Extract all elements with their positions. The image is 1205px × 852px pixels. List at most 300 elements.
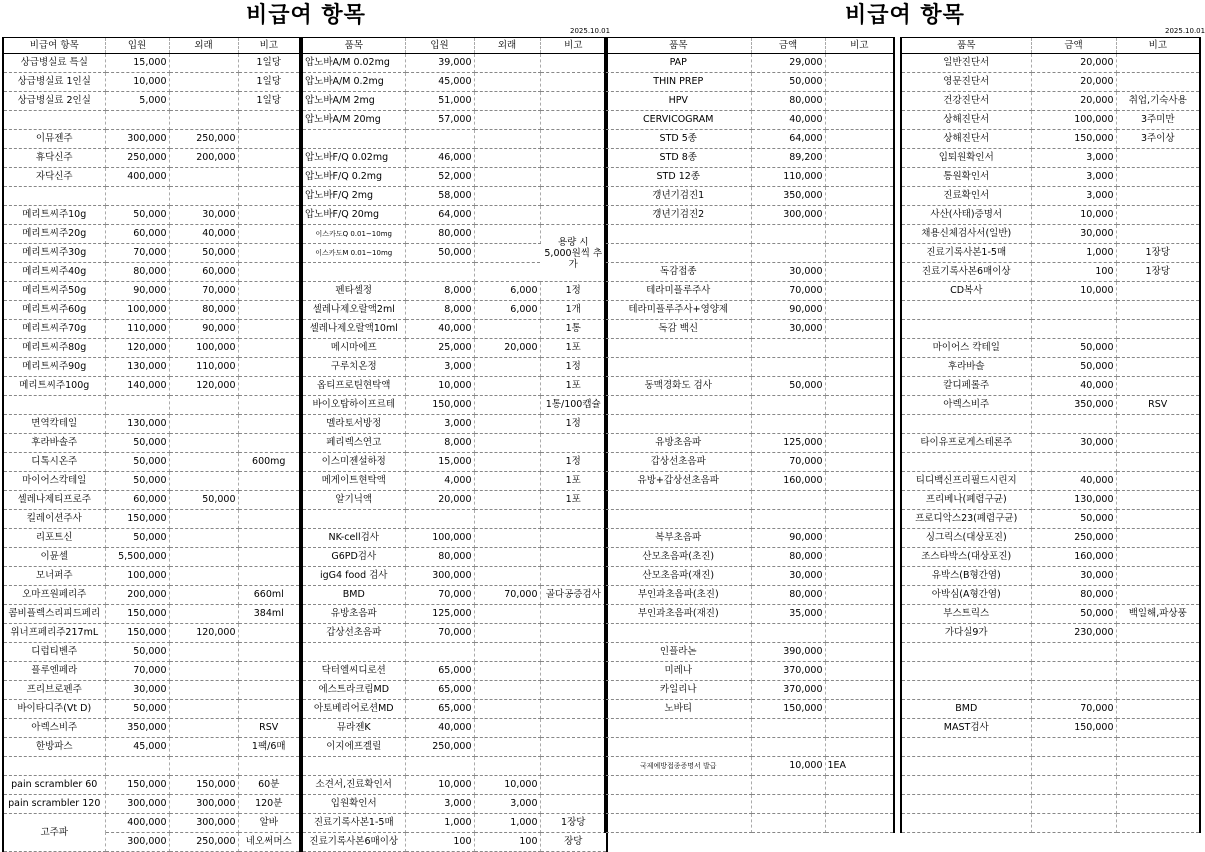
note — [1116, 168, 1199, 187]
item-name: 프리브로펜주 — [4, 681, 105, 700]
note: 1정 — [540, 282, 606, 301]
note — [825, 263, 893, 282]
note: 1EA — [825, 757, 893, 776]
inpatient-price: 4,000 — [405, 472, 474, 491]
price: 110,000 — [751, 168, 825, 187]
item-name: 산모초음파(재진) — [606, 567, 751, 586]
table-row — [606, 339, 893, 358]
title-left: 비급여 항목 — [246, 3, 366, 28]
outpatient-price — [474, 624, 540, 643]
note — [238, 111, 299, 130]
column-header-price: 금액 — [751, 38, 825, 54]
inpatient-price: 150,000 — [105, 776, 169, 795]
table-row — [606, 795, 893, 814]
item-name: 메리트씨주30g — [4, 244, 105, 263]
column-header-item-name: 비급여 항목 — [4, 38, 105, 54]
table-row — [902, 605, 1199, 624]
inpatient-price — [405, 643, 474, 662]
column-header-inpatient-price: 입원 — [405, 38, 474, 54]
price: 30,000 — [1031, 434, 1116, 453]
item-name: 이스미젠설하정 — [303, 453, 405, 472]
table-row — [606, 491, 893, 510]
merged-note-line: 5,000원씩 추 — [544, 247, 603, 259]
table-row — [303, 776, 606, 795]
inpatient-price: 8,000 — [405, 301, 474, 320]
price — [1031, 301, 1116, 320]
table-row — [606, 54, 893, 73]
price: 10,000 — [1031, 282, 1116, 301]
table-row — [4, 168, 299, 187]
table-row — [902, 263, 1199, 282]
note — [825, 624, 893, 643]
price: 50,000 — [1031, 605, 1116, 624]
inpatient-price — [105, 187, 169, 206]
item-name: 모너퍼주 — [4, 567, 105, 586]
item-name: 셀레나제오랄액2ml — [303, 301, 405, 320]
price: 70,000 — [751, 282, 825, 301]
note — [1116, 377, 1199, 396]
table-row — [606, 73, 893, 92]
note: 골다공증검사 — [540, 586, 606, 605]
table-row — [606, 111, 893, 130]
note: 1정 — [540, 453, 606, 472]
price — [751, 396, 825, 415]
table-row — [606, 130, 893, 149]
note — [540, 681, 606, 700]
price: 80,000 — [751, 586, 825, 605]
title-right: 비급여 항목 — [845, 3, 965, 28]
header-row — [606, 38, 893, 54]
item-name — [303, 263, 405, 282]
inpatient-price: 70,000 — [105, 244, 169, 263]
inpatient-price: 40,000 — [405, 719, 474, 738]
inpatient-price: 150,000 — [105, 510, 169, 529]
table-row — [303, 510, 606, 529]
inpatient-price: 300,000 — [105, 130, 169, 149]
item-name: MAST검사 — [902, 719, 1031, 738]
note — [1116, 453, 1199, 472]
header-row — [4, 38, 299, 54]
price: 40,000 — [1031, 472, 1116, 491]
price: 20,000 — [1031, 54, 1116, 73]
price — [751, 510, 825, 529]
item-name: NK-cell검사 — [303, 529, 405, 548]
item-name: 디럽티벤주 — [4, 643, 105, 662]
note: 1포 — [540, 339, 606, 358]
note — [238, 415, 299, 434]
note — [825, 187, 893, 206]
item-name: 테라미플루주사+영양제 — [606, 301, 751, 320]
note — [238, 358, 299, 377]
outpatient-price: 50,000 — [169, 244, 238, 263]
outpatient-price — [474, 605, 540, 624]
table-row — [902, 814, 1199, 833]
column-header-item-name: 품목 — [606, 38, 751, 54]
item-name: 조스타박스(대상포진) — [902, 548, 1031, 567]
item-name — [902, 738, 1031, 757]
price — [1031, 814, 1116, 833]
price: 10,000 — [1031, 206, 1116, 225]
outpatient-price — [169, 168, 238, 187]
item-name: 이뮤젠주 — [4, 130, 105, 149]
item-name: 구루치온정 — [303, 358, 405, 377]
price: 29,000 — [751, 54, 825, 73]
price: 370,000 — [751, 662, 825, 681]
price: 130,000 — [1031, 491, 1116, 510]
table-row — [4, 111, 299, 130]
item-name: 셀레나제티프로주 — [4, 491, 105, 510]
merged-note-line: 용량 시 — [557, 236, 589, 248]
table-row — [4, 73, 299, 92]
table-row — [303, 529, 606, 548]
table-row — [606, 434, 893, 453]
note — [1116, 54, 1199, 73]
outpatient-price — [169, 605, 238, 624]
item-name — [902, 643, 1031, 662]
price: 64,000 — [751, 130, 825, 149]
item-name: 아렉스비주 — [902, 396, 1031, 415]
note — [540, 225, 606, 282]
item-name: 멜라토서방정 — [303, 415, 405, 434]
item-name: 인플라논 — [606, 643, 751, 662]
note: 1통/100캡슐 — [540, 396, 606, 415]
note — [825, 738, 893, 757]
outpatient-price — [169, 54, 238, 73]
table-row — [606, 662, 893, 681]
outpatient-price: 100 — [474, 833, 540, 852]
table-row — [4, 377, 299, 396]
inpatient-price: 300,000 — [405, 567, 474, 586]
note: 1장당 — [540, 814, 606, 833]
item-name: 에스트라크림MD — [303, 681, 405, 700]
item-name — [902, 320, 1031, 339]
note — [825, 415, 893, 434]
outpatient-price — [474, 548, 540, 567]
item-name: 상급병실료 1인실 — [4, 73, 105, 92]
price: 40,000 — [751, 111, 825, 130]
item-name — [606, 719, 751, 738]
outpatient-price — [474, 187, 540, 206]
table-row — [606, 187, 893, 206]
item-name: pain scrambler 120 — [4, 795, 105, 814]
inpatient-price: 80,000 — [405, 548, 474, 567]
note: 백일해,파상풍 — [1116, 605, 1199, 624]
note — [825, 586, 893, 605]
price — [1031, 453, 1116, 472]
note — [238, 301, 299, 320]
price: 100 — [1031, 263, 1116, 282]
inpatient-price: 200,000 — [105, 586, 169, 605]
price: 35,000 — [751, 605, 825, 624]
item-name: BMD — [902, 700, 1031, 719]
note: 1개 — [540, 301, 606, 320]
table-row — [902, 434, 1199, 453]
item-name: 진료확인서 — [902, 187, 1031, 206]
item-name — [902, 776, 1031, 795]
note — [825, 149, 893, 168]
table-row — [606, 681, 893, 700]
inpatient-price: 110,000 — [105, 320, 169, 339]
inpatient-price — [105, 111, 169, 130]
table-row — [4, 776, 299, 795]
table-row — [303, 225, 606, 244]
item-name: 상급병실료 특실 — [4, 54, 105, 73]
note — [825, 92, 893, 111]
note — [1116, 358, 1199, 377]
item-name: 프리베나(폐렴구균) — [902, 491, 1031, 510]
note — [540, 624, 606, 643]
inpatient-price: 50,000 — [105, 453, 169, 472]
item-name: 동맥경화도 검사 — [606, 377, 751, 396]
item-name: 이지에프겔릴 — [303, 738, 405, 757]
table-row — [902, 244, 1199, 263]
inpatient-price: 15,000 — [405, 453, 474, 472]
column-header-item-name: 품목 — [303, 38, 405, 54]
table-row — [4, 681, 299, 700]
table-row — [4, 643, 299, 662]
item-name: 카일리나 — [606, 681, 751, 700]
table-row — [303, 187, 606, 206]
price: 80,000 — [1031, 586, 1116, 605]
column-header-item-name: 품목 — [902, 38, 1031, 54]
inpatient-price: 3,000 — [405, 415, 474, 434]
outpatient-price — [169, 472, 238, 491]
note — [238, 225, 299, 244]
price: 10,000 — [751, 757, 825, 776]
item-name — [606, 491, 751, 510]
inpatient-price: 50,000 — [105, 472, 169, 491]
item-name: 메리트씨주40g — [4, 263, 105, 282]
price: 30,000 — [1031, 567, 1116, 586]
table-row — [902, 282, 1199, 301]
outpatient-price — [474, 168, 540, 187]
outpatient-price: 250,000 — [169, 833, 238, 852]
table-row — [902, 529, 1199, 548]
inpatient-price: 10,000 — [405, 776, 474, 795]
price: 350,000 — [1031, 396, 1116, 415]
outpatient-price — [474, 738, 540, 757]
price: 89,200 — [751, 149, 825, 168]
table-row — [902, 339, 1199, 358]
price — [751, 776, 825, 795]
note — [540, 757, 606, 776]
note — [238, 624, 299, 643]
item-name: 메리트씨주70g — [4, 320, 105, 339]
outpatient-price: 80,000 — [169, 301, 238, 320]
price: 90,000 — [751, 529, 825, 548]
item-name: 메리트씨주80g — [4, 339, 105, 358]
table-row — [902, 472, 1199, 491]
outpatient-price — [474, 73, 540, 92]
note: 취업,기숙사용 — [1116, 92, 1199, 111]
column-header-note: 비고 — [238, 38, 299, 54]
note: 1일당 — [238, 73, 299, 92]
item-name: 메리트씨주90g — [4, 358, 105, 377]
item-name — [902, 415, 1031, 434]
outpatient-price: 6,000 — [474, 282, 540, 301]
table-row — [303, 282, 606, 301]
inpatient-price: 50,000 — [105, 643, 169, 662]
item-name: 이뮨셀 — [4, 548, 105, 567]
price: 250,000 — [1031, 529, 1116, 548]
outpatient-price — [474, 453, 540, 472]
item-name — [606, 776, 751, 795]
item-name: 위너프페리주217mL — [4, 624, 105, 643]
note — [1116, 586, 1199, 605]
item-name: 진료기록사본1-5매 — [902, 244, 1031, 263]
table-row — [902, 776, 1199, 795]
note — [1116, 700, 1199, 719]
note: 알바 — [238, 814, 299, 833]
price: 20,000 — [1031, 73, 1116, 92]
price — [1031, 681, 1116, 700]
price: 150,000 — [751, 700, 825, 719]
table-row — [4, 453, 299, 472]
note — [1116, 415, 1199, 434]
item-name: 이스카도M 0.01~10mg — [303, 244, 405, 263]
note — [540, 738, 606, 757]
note: 1포 — [540, 472, 606, 491]
table-row — [606, 301, 893, 320]
inpatient-price: 52,000 — [405, 168, 474, 187]
item-name: 유박스(B형간염) — [902, 567, 1031, 586]
note — [238, 206, 299, 225]
item-name: 이스카도Q 0.01~10mg — [303, 225, 405, 244]
item-name: 압노바A/M 0.2mg — [303, 73, 405, 92]
note: 1팩/6매 — [238, 738, 299, 757]
inpatient-price: 40,000 — [405, 320, 474, 339]
inpatient-price — [105, 757, 169, 776]
table-row — [303, 111, 606, 130]
column-header-note: 비고 — [1116, 38, 1199, 54]
price: 390,000 — [751, 643, 825, 662]
price — [1031, 776, 1116, 795]
note: 60분 — [238, 776, 299, 795]
inpatient-price: 46,000 — [405, 149, 474, 168]
item-name: 일반진단서 — [902, 54, 1031, 73]
note — [1116, 339, 1199, 358]
inpatient-price: 60,000 — [105, 225, 169, 244]
item-name: 뮤라젠K — [303, 719, 405, 738]
table-row — [303, 54, 606, 73]
price: 350,000 — [751, 187, 825, 206]
note — [238, 149, 299, 168]
inpatient-price: 45,000 — [405, 73, 474, 92]
item-name: 오마프원페리주 — [4, 586, 105, 605]
item-name: CD복사 — [902, 282, 1031, 301]
item-name: 사산(사태)증명서 — [902, 206, 1031, 225]
note — [238, 187, 299, 206]
item-name — [606, 738, 751, 757]
inpatient-price: 3,000 — [405, 358, 474, 377]
price: 50,000 — [751, 377, 825, 396]
note — [238, 130, 299, 149]
note — [825, 700, 893, 719]
outpatient-price — [474, 472, 540, 491]
outpatient-price — [169, 73, 238, 92]
note — [1116, 206, 1199, 225]
item-name — [606, 814, 751, 833]
outpatient-price — [169, 434, 238, 453]
item-name: 킬레이션주사 — [4, 510, 105, 529]
note — [238, 681, 299, 700]
table-row — [902, 168, 1199, 187]
inpatient-price: 65,000 — [405, 700, 474, 719]
price: 90,000 — [751, 301, 825, 320]
outpatient-price — [474, 491, 540, 510]
note — [825, 244, 893, 263]
table-row — [303, 453, 606, 472]
table-row — [4, 510, 299, 529]
item-name: 콤비플렉스리피드페리 — [4, 605, 105, 624]
note — [825, 776, 893, 795]
outpatient-price — [169, 396, 238, 415]
header-row — [902, 38, 1199, 54]
inpatient-price: 60,000 — [105, 491, 169, 510]
price — [751, 795, 825, 814]
outpatient-price — [474, 54, 540, 73]
table-row — [606, 624, 893, 643]
price: 160,000 — [751, 472, 825, 491]
note — [540, 149, 606, 168]
note — [1116, 776, 1199, 795]
table-row — [4, 282, 299, 301]
outpatient-price: 100,000 — [169, 339, 238, 358]
note — [825, 282, 893, 301]
table-row — [902, 396, 1199, 415]
table-row — [4, 206, 299, 225]
price — [751, 814, 825, 833]
outpatient-price — [169, 529, 238, 548]
inpatient-price: 1,000 — [405, 814, 474, 833]
note — [825, 643, 893, 662]
table-row — [606, 149, 893, 168]
inpatient-price: 150,000 — [105, 605, 169, 624]
table-row — [303, 833, 606, 852]
table-row — [4, 700, 299, 719]
item-name: 마이어스 칵테일 — [902, 339, 1031, 358]
table-row — [303, 206, 606, 225]
note — [1116, 529, 1199, 548]
table-row — [4, 586, 299, 605]
item-name: 진료기록사본1-5매 — [303, 814, 405, 833]
item-name: 갱년기검진1 — [606, 187, 751, 206]
table-row — [303, 738, 606, 757]
outpatient-price: 30,000 — [169, 206, 238, 225]
table-row — [4, 301, 299, 320]
note: 384ml — [238, 605, 299, 624]
table-row — [606, 472, 893, 491]
outpatient-price — [169, 643, 238, 662]
note — [1116, 624, 1199, 643]
price — [751, 624, 825, 643]
item-name: 상해진단서 — [902, 130, 1031, 149]
note — [825, 510, 893, 529]
table-row — [4, 529, 299, 548]
note — [238, 757, 299, 776]
outpatient-price — [169, 111, 238, 130]
table-row — [902, 149, 1199, 168]
item-name: 통원확인서 — [902, 168, 1031, 187]
table-row — [4, 149, 299, 168]
table-row — [4, 92, 299, 111]
inpatient-price: 150,000 — [405, 396, 474, 415]
item-name — [902, 814, 1031, 833]
inpatient-price: 20,000 — [405, 491, 474, 510]
table-row — [303, 301, 606, 320]
note: 3주미만 — [1116, 111, 1199, 130]
outpatient-price: 110,000 — [169, 358, 238, 377]
